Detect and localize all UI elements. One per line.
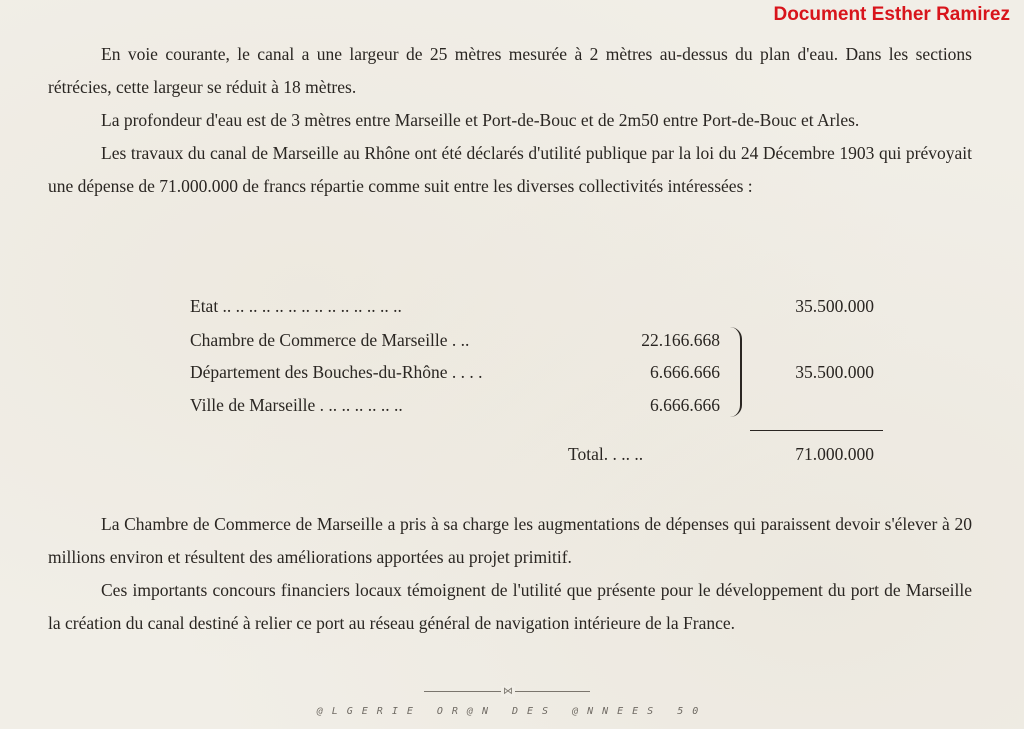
text-block-bottom bbox=[48, 508, 972, 640]
cost-distribution-table bbox=[190, 290, 890, 480]
row-total-value: 35.500.000 bbox=[795, 296, 874, 316]
sum-rule bbox=[750, 430, 883, 431]
row-label: Etat .. .. .. .. .. .. .. .. .. .. .. .. .. .. bbox=[190, 296, 402, 316]
row-total bbox=[760, 356, 874, 388]
ornament-icon: ⋈ bbox=[503, 686, 513, 697]
row-amount bbox=[600, 389, 720, 421]
total-label bbox=[568, 438, 728, 470]
row-total-value: 35.500.000 bbox=[795, 362, 874, 382]
row-amount-value: 22.166.668 bbox=[641, 330, 720, 350]
ornament-divider bbox=[424, 686, 590, 697]
row-amount bbox=[600, 356, 720, 388]
paragraph-canal-width: En voie courante, le canal a une largeur de 25 mètres mesurée à 2 mètres au-dessus du plan d'eau. Dans les sections rétrécies, cette largeur se réduit à 18 mètres. bbox=[48, 44, 972, 97]
paragraph-public-works: Les travaux du canal de Marseille au Rhône ont été déclarés d'utilité publique par la loi du 24 Décembre 1903 qui prévoyait une dépense de 71.000.000 de francs répartie comme suit entre les diverses collectivités intéressées : bbox=[48, 143, 972, 196]
row-label: Ville de Marseille . .. .. .. .. .. .. bbox=[190, 395, 403, 415]
row-label: Chambre de Commerce de Marseille . .. bbox=[190, 330, 470, 350]
paragraph-chamber-charge: La Chambre de Commerce de Marseille a pris à sa charge les augmentations de dépenses qui paraissent devoir s'élever à 20 millions environ et résultent des améliorations apportées au projet primitif. bbox=[48, 514, 972, 567]
total-value-text: 71.000.000 bbox=[795, 444, 874, 464]
brace-symbol bbox=[730, 327, 742, 417]
page-footer: @LGERIE OR@N DES @NNEES 50 bbox=[316, 706, 708, 717]
total-value bbox=[760, 438, 874, 470]
document-stamp: Document Esther Ramirez bbox=[773, 4, 1010, 25]
row-amount-value: 6.666.666 bbox=[650, 362, 720, 382]
table-row bbox=[190, 290, 720, 322]
text-block-top bbox=[48, 38, 972, 203]
row-total bbox=[760, 290, 874, 322]
paragraph-financial-support: Ces importants concours financiers locaux témoignent de l'utilité que présente pour le développement du port de Marseille la création du canal destiné à relier ce port au réseau général de navigation intérieure de la France. bbox=[48, 580, 972, 633]
row-amount-value: 6.666.666 bbox=[650, 395, 720, 415]
paragraph-water-depth: La profondeur d'eau est de 3 mètres entre Marseille et Port-de-Bouc et de 2m50 entre Port-de-Bouc et Arles. bbox=[101, 110, 860, 130]
total-label-text: Total. . .. .. bbox=[568, 444, 644, 464]
row-amount bbox=[600, 324, 720, 356]
row-label: Département des Bouches-du-Rhône . . . . bbox=[190, 362, 483, 382]
